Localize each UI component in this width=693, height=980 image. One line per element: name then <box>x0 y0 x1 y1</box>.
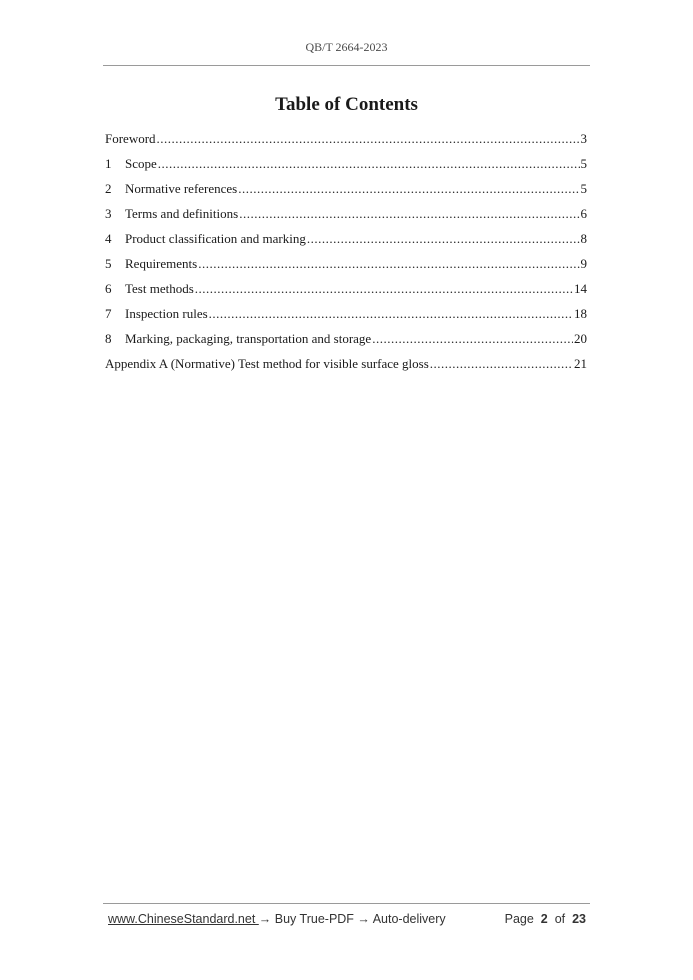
footer-divider <box>103 903 590 904</box>
page-of-label: of <box>554 912 566 926</box>
toc-leader-dots <box>198 256 579 272</box>
toc-entry-page: 21 <box>574 356 587 371</box>
toc-entry-scope[interactable] <box>105 156 587 181</box>
toc-entry-test-methods[interactable] <box>105 281 587 306</box>
toc-leader-dots <box>158 156 580 172</box>
toc-entry-foreword[interactable] <box>105 131 587 156</box>
toc-entry-text: Terms and definitions <box>125 206 239 221</box>
buy-true-pdf-text: Buy True-PDF <box>271 912 358 926</box>
toc-leader-dots <box>239 206 579 222</box>
auto-delivery-text: Auto-delivery <box>369 912 446 926</box>
toc-entry-page: 8 <box>580 231 587 246</box>
toc-entry-number: 1 <box>105 156 112 171</box>
toc-entry-page: 3 <box>580 131 587 146</box>
total-page-count: 23 <box>572 912 586 926</box>
toc-entry-number: 7 <box>105 306 112 321</box>
toc-entry-text: Marking, packaging, transportation and storage <box>125 331 372 346</box>
page-indicator <box>505 912 586 926</box>
toc-entry-text: Appendix A (Normative) Test method for visible surface gloss <box>105 356 429 371</box>
page-footer <box>108 912 586 930</box>
arrow-right-icon: → <box>357 912 370 926</box>
toc-entry-text: Foreword <box>105 131 156 146</box>
toc-entry-number: 2 <box>105 181 112 196</box>
toc-entry-product-classification[interactable] <box>105 231 587 256</box>
toc-entry-appendix-a[interactable] <box>105 356 587 381</box>
toc-entry-number: 4 <box>105 231 112 246</box>
toc-entry-normative-references[interactable] <box>105 181 587 206</box>
toc-entry-page: 5 <box>580 181 587 196</box>
toc-entry-page: 20 <box>574 331 587 346</box>
toc-leader-dots <box>157 131 580 147</box>
arrow-right-icon: → <box>258 912 272 926</box>
toc-entry-page: 14 <box>574 281 587 296</box>
toc-title: Table of Contents <box>275 94 418 115</box>
toc-entry-page: 6 <box>580 206 587 221</box>
toc-leader-dots <box>209 306 573 322</box>
toc-entry-text: Inspection rules <box>125 306 208 321</box>
site-link[interactable]: www.ChineseStandard.net <box>108 912 259 926</box>
toc-entry-requirements[interactable] <box>105 256 587 281</box>
table-of-contents <box>105 131 587 381</box>
toc-entry-page: 5 <box>580 156 587 171</box>
footer-promo <box>108 912 446 926</box>
current-page-number: 2 <box>540 912 548 926</box>
header-divider <box>103 65 590 66</box>
toc-entry-number: 6 <box>105 281 112 296</box>
toc-entry-marking-packaging[interactable] <box>105 331 587 356</box>
toc-leader-dots <box>195 281 573 297</box>
toc-leader-dots <box>307 231 580 247</box>
page-label: Page <box>504 912 534 926</box>
toc-entry-text: Scope <box>125 156 157 171</box>
toc-entry-text: Normative references <box>125 181 238 196</box>
toc-leader-dots <box>430 356 573 372</box>
document-code-header: QB/T 2664-2023 <box>305 40 388 54</box>
toc-entry-text: Product classification and marking <box>125 231 306 246</box>
toc-entry-inspection-rules[interactable] <box>105 306 587 331</box>
toc-entry-number: 5 <box>105 256 112 271</box>
toc-entry-number: 8 <box>105 331 112 346</box>
toc-entry-terms-and-definitions[interactable] <box>105 206 587 231</box>
toc-entry-page: 18 <box>574 306 587 321</box>
toc-entry-text: Requirements <box>125 256 198 271</box>
toc-entry-number: 3 <box>105 206 112 221</box>
toc-leader-dots <box>238 181 579 197</box>
toc-entry-text: Test methods <box>125 281 194 296</box>
toc-leader-dots <box>372 331 573 347</box>
toc-entry-page: 9 <box>580 256 587 271</box>
